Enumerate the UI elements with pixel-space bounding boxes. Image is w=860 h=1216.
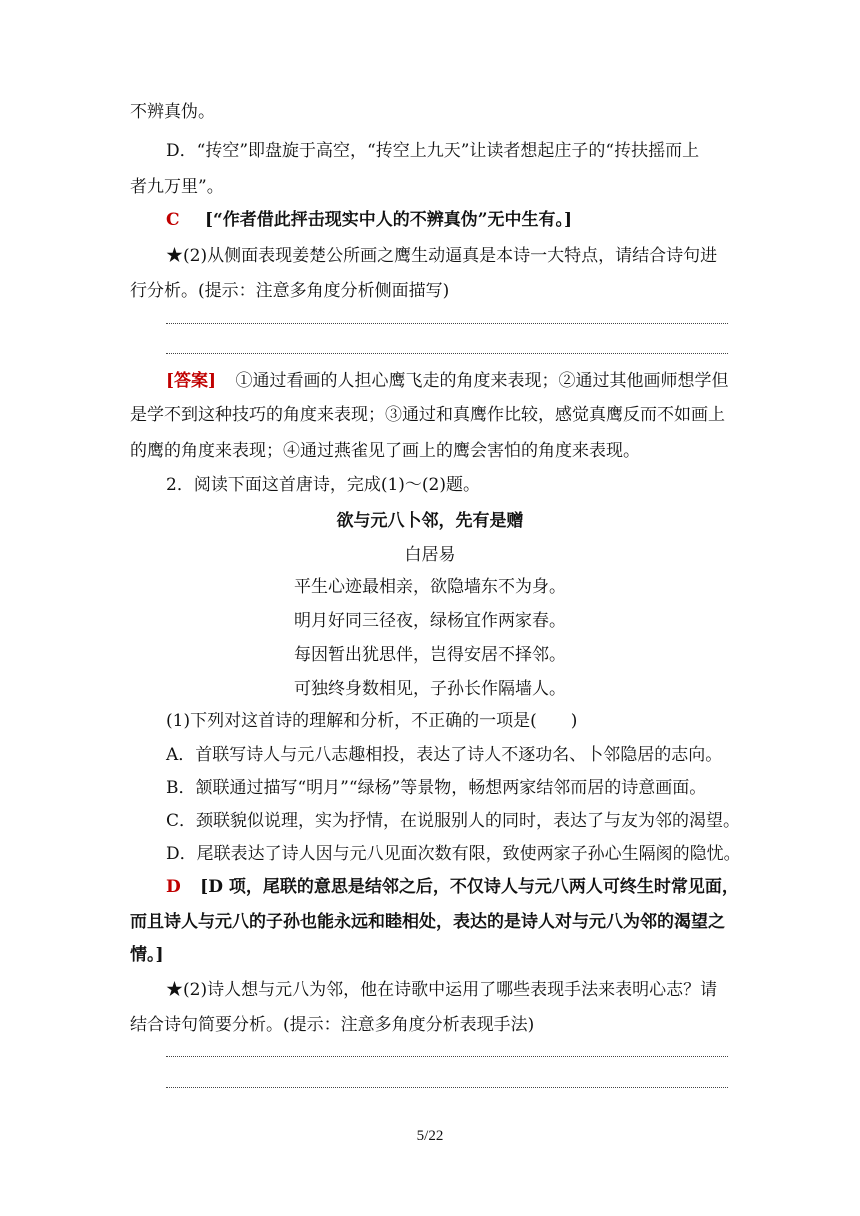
question-line: 行分析。(提示：注意多角度分析侧面描写) [130, 281, 450, 301]
option-a: A．首联写诗人与元八志趣相投，表达了诗人不逐功名、卜邻隐居的志向。 [166, 745, 723, 765]
poem-line: 可独终身数相见，子孙长作隔墙人。 [294, 679, 566, 699]
answer-explanation: 情。] [130, 945, 164, 965]
answer-blank-line [166, 1087, 728, 1088]
poem-author: 白居易 [404, 545, 456, 565]
option-d-line: D．“抟空”即盘旋于高空，“抟空上九天”让读者想起庄子的“抟扶摇而上 [166, 141, 700, 161]
poem-line: 每因暂出犹思伴，岂得安居不择邻。 [294, 645, 566, 665]
text-line: 不辨真伪。 [130, 102, 215, 122]
answer-blank-line [166, 323, 728, 324]
question-heading: 2．阅读下面这首唐诗，完成(1)～(2)题。 [166, 475, 480, 495]
option-c: C．颈联貌似说理，实为抒情，在说服别人的同时，表达了与友为邻的渴望。 [166, 811, 741, 831]
answer-letter: C [166, 210, 180, 230]
question-line: ★(2)从侧面表现姜楚公所画之鹰生动逼真是本诗一大特点，请结合诗句进 [166, 246, 718, 266]
question-line: (1)下列对这首诗的理解和分析，不正确的一项是( ) [166, 711, 578, 731]
answer-text: 的鹰的角度来表现；④通过燕雀见了画上的鹰会害怕的角度来表现。 [130, 441, 640, 461]
text-line: 者九万里”。 [130, 177, 224, 197]
option-b: B．颔联通过描写“明月”“绿杨”等景物，畅想两家结邻而居的诗意画面。 [166, 778, 707, 798]
answer-text: 是学不到这种技巧的角度来表现；③通过和真鹰作比较，感觉真鹰反而不如画上 [130, 405, 725, 425]
answer-blank-line [166, 1056, 728, 1057]
answer-line [166, 876, 739, 898]
answer-text: ①通过看画的人担心鹰飞走的角度来表现；②通过其他画师想学但 [235, 371, 729, 391]
answer-blank-line [166, 353, 728, 354]
answer-explanation: [D 项，尾联的意思是结邻之后，不仅诗人与元八两人可终生时常见面， [200, 877, 739, 897]
poem-line: 平生心迹最相亲，欲隐墙东不为身。 [294, 577, 566, 597]
page-number: 5/22 [416, 1128, 444, 1144]
answer-label: [答案] [166, 371, 217, 391]
answer-line [166, 209, 572, 231]
answer-letter: D [166, 877, 181, 897]
answer-explanation: 而且诗人与元八的子孙也能永远和睦相处，表达的是诗人对与元八为邻的渴望之 [130, 912, 725, 932]
answer-explanation: [“作者借此抨击现实中人的不辨真伪”无中生有。] [204, 210, 573, 230]
answer-line [166, 370, 729, 392]
option-d: D．尾联表达了诗人因与元八见面次数有限，致使两家子孙心生隔阂的隐忧。 [166, 844, 741, 864]
question-line: 结合诗句简要分析。(提示：注意多角度分析表现手法) [130, 1015, 535, 1035]
poem-line: 明月好同三径夜，绿杨宜作两家春。 [294, 611, 566, 631]
question-line: ★(2)诗人想与元八为邻，他在诗歌中运用了哪些表现手法来表明心志？请 [166, 980, 718, 1000]
poem-title: 欲与元八卜邻，先有是赠 [336, 511, 524, 531]
